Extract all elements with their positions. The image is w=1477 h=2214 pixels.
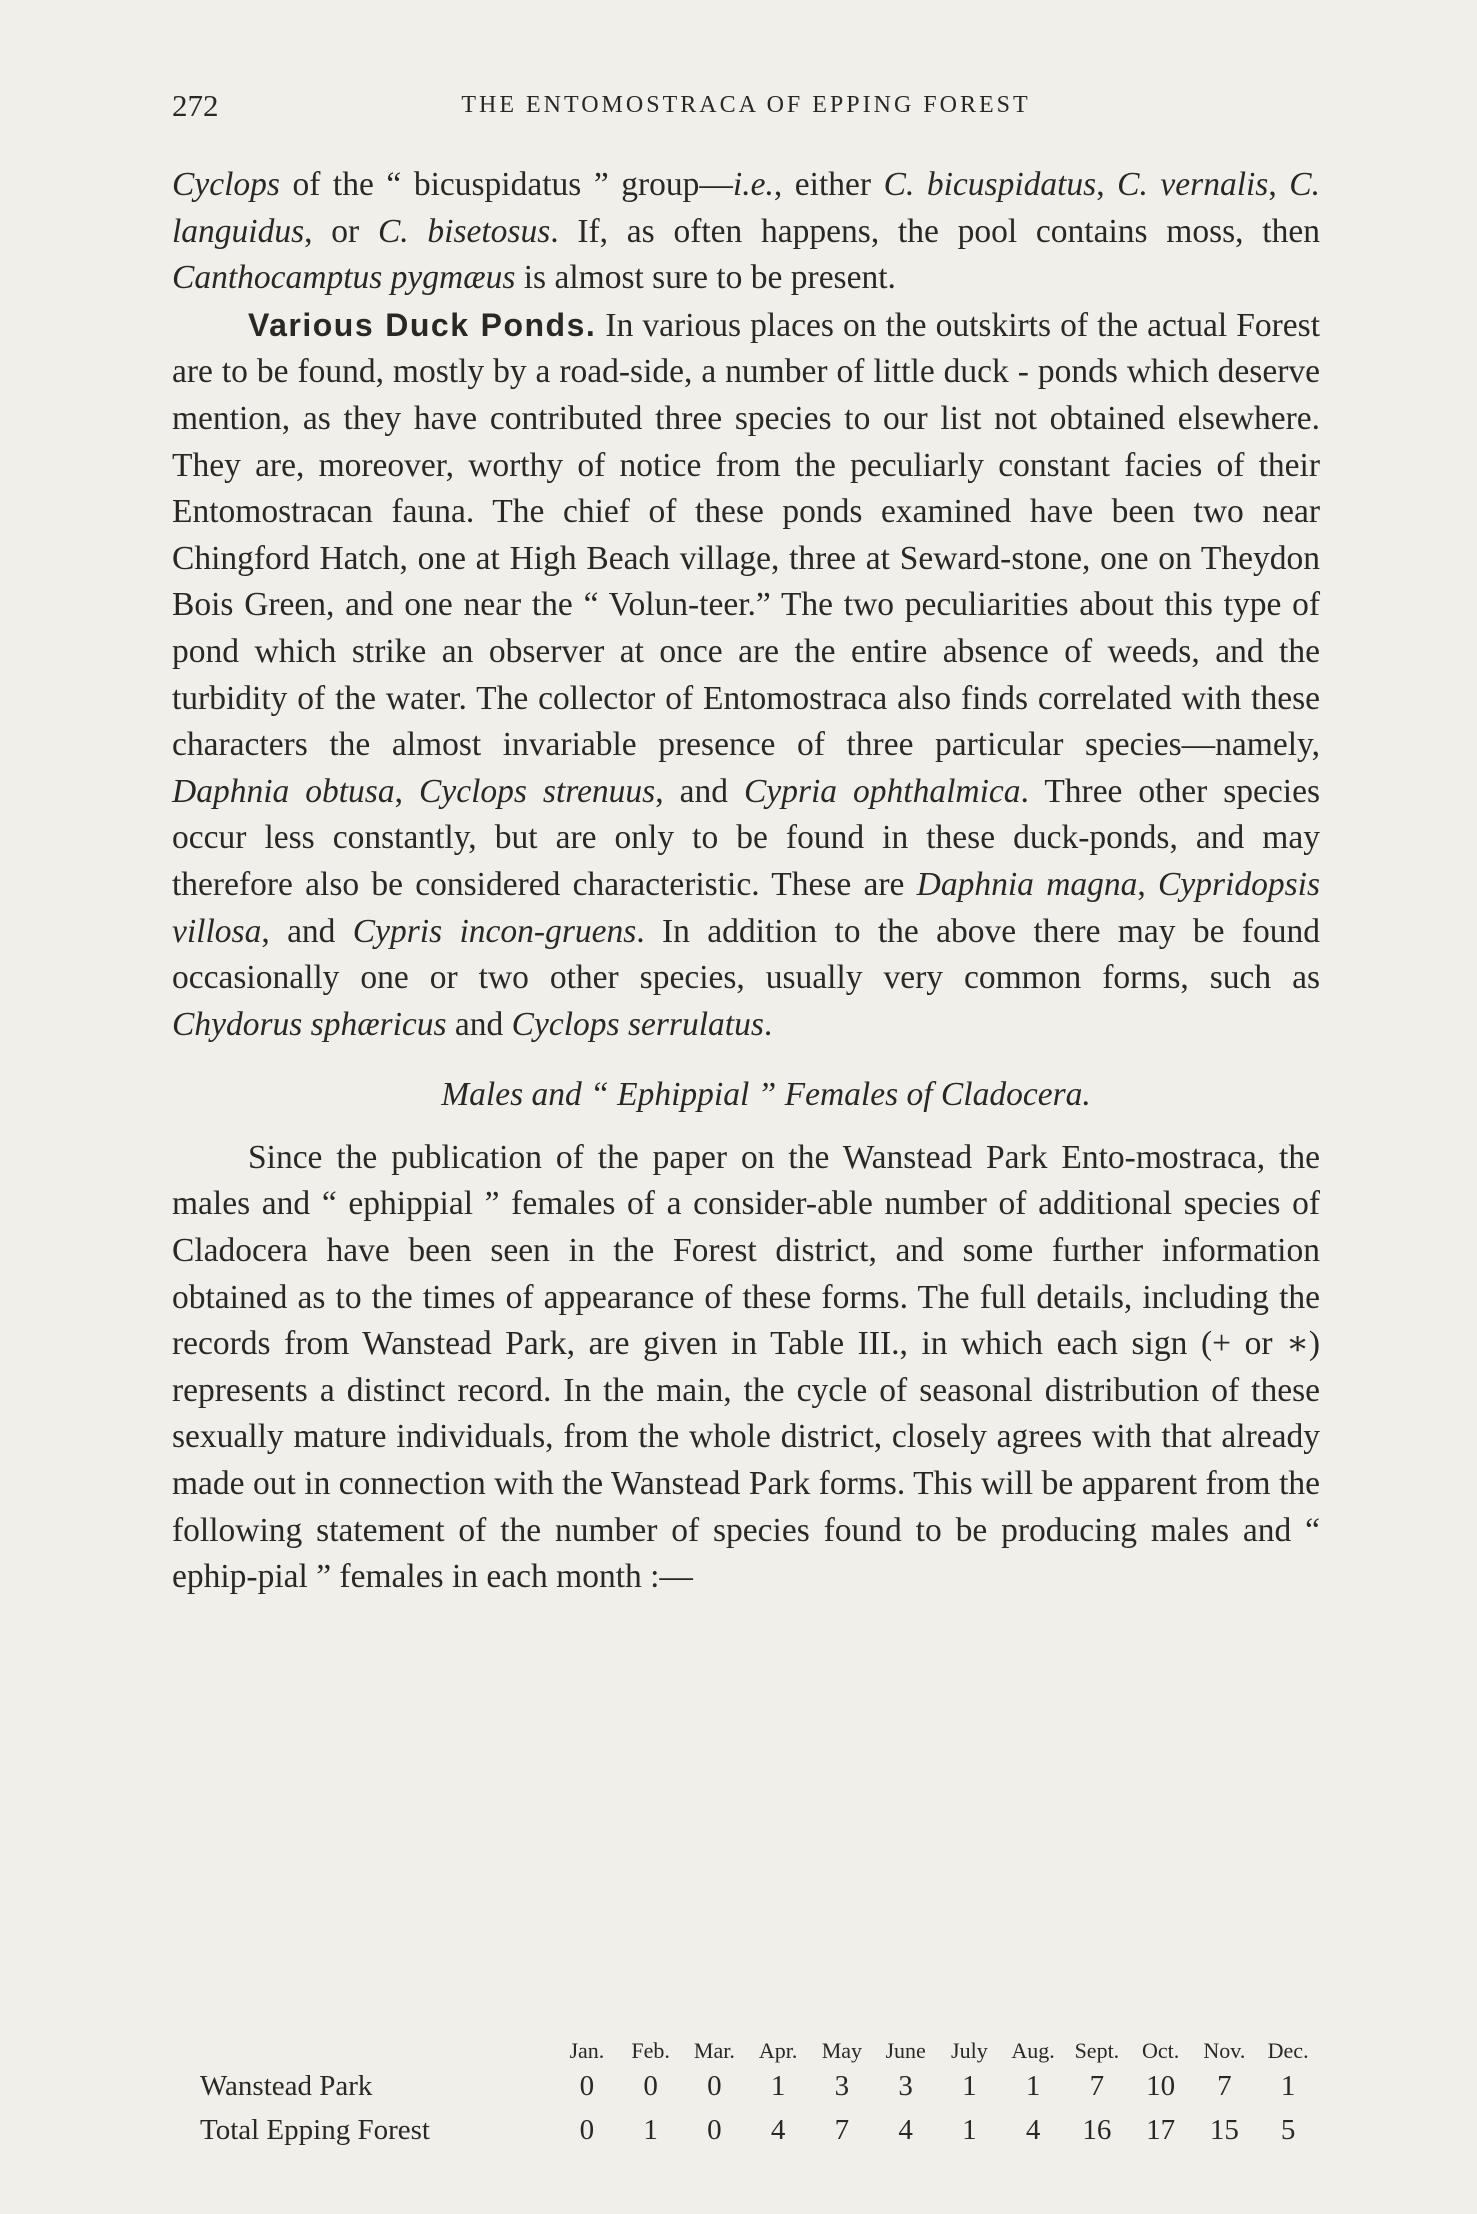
count-cell: 4 [770, 2113, 786, 2146]
taxon-daphnia-obtusa: Daphnia obtusa [172, 772, 395, 810]
month-header: Apr. [758, 2038, 798, 2063]
monthly-counts-table [200, 2030, 1320, 2152]
month-header: Nov. [1203, 2038, 1246, 2063]
count-cell: 3 [834, 2069, 850, 2102]
taxon-c-bicuspidatus: C. bicuspidatus [883, 166, 1097, 203]
month-header-row [200, 2030, 1320, 2064]
taxon-daphnia-magna: Daphnia magna [916, 865, 1138, 903]
count-cell: 17 [1146, 2113, 1176, 2146]
month-header: Dec. [1267, 2038, 1309, 2063]
taxon-canthocamptus-pygmaeus: Canthocamptus pygmæus [172, 259, 516, 297]
month-header: Mar. [693, 2038, 735, 2063]
text-run: , either [773, 166, 884, 203]
taxon-c-languidus: C. languidus [172, 166, 1321, 250]
text-run: and [446, 1005, 512, 1043]
count-cell: 1 [962, 2113, 977, 2146]
count-cell: 5 [1280, 2113, 1296, 2146]
count-cell: 1 [962, 2069, 977, 2102]
text-run: , and [261, 912, 353, 950]
running-head: THE ENTOMOSTRACA OF EPPING FOREST [461, 92, 1031, 118]
text-run: . [763, 1005, 773, 1043]
taxon-chydorus-sphaericus: Chydorus sphæricus [172, 1005, 447, 1043]
text-run: . In addition to the above there may be found occasionally one or two other species, usually very common forms, such as [172, 912, 1320, 997]
count-cell: 1 [643, 2113, 658, 2146]
count-cell: 1 [1025, 2069, 1041, 2102]
text-run: . If, as often happens, the pool contains moss, then [550, 212, 1320, 250]
table-row [200, 2064, 1320, 2108]
month-header: Aug. [1011, 2038, 1055, 2063]
count-cell: 0 [707, 2113, 722, 2146]
page-header [172, 88, 1320, 128]
count-cell: 0 [579, 2113, 595, 2146]
row-label: Total Epping Forest [200, 2113, 430, 2146]
count-cell: 3 [898, 2069, 913, 2102]
section-subtitle: Males and “ Ephippial ” Females of Cladocera. [441, 1076, 1091, 1114]
text-run: of the “ bicuspidatus ” group— [279, 166, 733, 203]
month-header: June [885, 2038, 926, 2063]
text-run: . Three other species occur less constantly, but are only to be found in these duck-ponds, and may therefore also be considered characteristic. These are [172, 772, 1321, 903]
taxon-cyclops-strenuus: Cyclops strenuus [419, 772, 656, 810]
count-cell: 0 [643, 2069, 658, 2102]
text-run: , [1096, 166, 1118, 203]
month-header: Oct. [1141, 2038, 1180, 2063]
table-row [200, 2108, 1320, 2152]
text-run: , [1137, 865, 1159, 903]
count-cell: 4 [898, 2113, 913, 2146]
text-run: , [394, 772, 419, 810]
paragraph-bicuspidatus [172, 162, 1320, 302]
text-run: In various places on the outskirts of the actual Forest are to be found, mostly by a road-side, a number of little duck - ponds which deserve mention, as they have contributed three species to our list not obtained elsewhere. They are, moreover, worthy of notice from the peculiarly constant facies of their Entomostracan fauna. The chief of these ponds examined have been two near Chingford Hatch, one at High Beach village, three at Seward-stone, one on Theydon Bois Green, and one near the “ Volun-teer.” The two peculiarities about this type of pond which strike an observer at once are the entire absence of weeds, and the turbidity of the water. The collector of Entomostraca also finds correlated with these characters the almost invariable presence of three particular species—namely, [172, 306, 1321, 764]
paragraph-males-ephippial: Since the publication of the paper on the Wanstead Park Ento-mostraca, the males and “ ephippial ” females of a consider-able number of additional species of Cladocera have been seen in the Forest district, and some further information obtained as to the times of appearance of these forms. The full details, including the records from Wanstead Park, are given in Table III., in which each sign (+ or ∗) represents a distinct record. In the main, the cycle of seasonal distribution of these sexually mature individuals, from the whole district, closely agrees with that already made out in connection with the Wanstead Park forms. This will be apparent from the following statement of the number of species found to be producing males and “ ephip-pial ” females in each month :— [172, 1138, 1320, 1596]
count-cell: 10 [1146, 2069, 1176, 2102]
count-cell: 4 [1025, 2113, 1041, 2146]
month-header: Feb. [631, 2038, 670, 2063]
text-run-ie: i.e. [732, 166, 774, 203]
text-run: , or [304, 212, 378, 250]
header-spacer [200, 2030, 555, 2064]
count-cell: 0 [707, 2069, 722, 2102]
month-header: Jan. [569, 2038, 605, 2063]
month-header: July [951, 2038, 988, 2063]
month-header: May [821, 2038, 863, 2063]
count-cell: 7 [834, 2113, 850, 2146]
section-heading-duck-ponds: Various Duck Ponds. [248, 306, 597, 343]
text-run: , and [655, 772, 744, 810]
taxon-cypridopsis-villosa: Cypridopsis villosa [172, 865, 1320, 950]
taxon-cypris-incongruens: Cypris incon-gruens [352, 912, 637, 950]
count-cell: 0 [579, 2069, 595, 2102]
body-text [172, 162, 1320, 1601]
text-run: , [1268, 166, 1290, 203]
month-header: Sept. [1074, 2038, 1120, 2063]
taxon-cyclops: Cyclops [172, 166, 280, 203]
count-cell: 7 [1089, 2069, 1105, 2102]
taxon-c-vernalis: C. vernalis [1117, 166, 1269, 203]
count-cell: 1 [1280, 2069, 1296, 2102]
count-cell: 15 [1209, 2113, 1239, 2146]
page-number: 272 [172, 88, 219, 123]
taxon-cyclops-serrulatus: Cyclops serrulatus [511, 1005, 764, 1043]
text-run: is almost sure to be present. [515, 259, 896, 297]
taxon-c-bisetosus: C. bisetosus [377, 212, 551, 250]
count-cell: 16 [1082, 2113, 1112, 2146]
row-label: Wanstead Park [200, 2069, 373, 2102]
taxon-cypria-ophthalmica: Cypria ophthalmica [744, 772, 1021, 810]
count-cell: 7 [1217, 2069, 1232, 2102]
count-cell: 1 [770, 2069, 786, 2102]
paragraph-duck-ponds [172, 302, 1320, 1049]
